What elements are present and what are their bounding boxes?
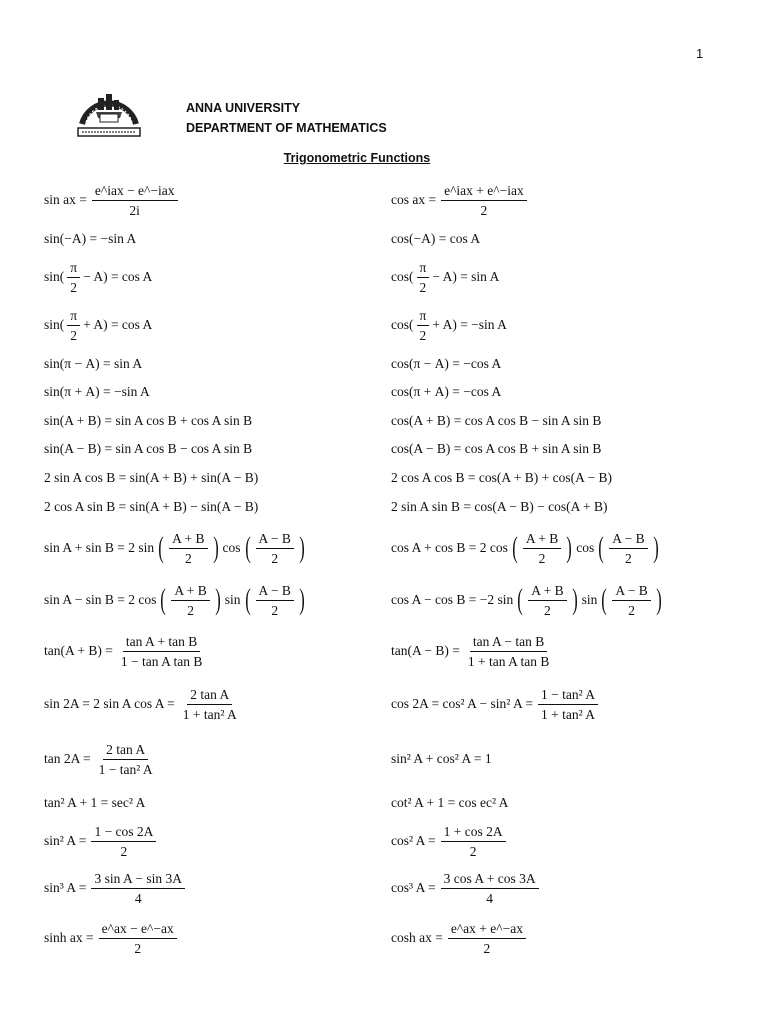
formula-cos-pi-minus: cos(π − A) = −cos A xyxy=(391,356,502,371)
formula-tan2A: tan 2A = $\frac{\text{2 tan A}}{\text{1 − tan² A}}$ xyxy=(44,741,153,777)
formula-tan-sec: tan² A + 1 = sec² A xyxy=(44,795,146,810)
formula-sinA-plus-sinB: sin A + sin B = 2 sin ( $\frac{A + B}{2}$ ) cos ( $\frac{A - B}{2}$ ) xyxy=(44,530,305,566)
formula-2coscos: 2 cos A cos B = cos(A + B) + cos(A − B) xyxy=(391,470,612,485)
formula-cosA-plus-cosB: cos A + cos B = 2 cos ( $\frac{A + B}{2}$ ) cos ( $\frac{A - B}{2}$ ) xyxy=(391,530,659,566)
formula-cos-pi2-plus: cos( $\frac{\pi}{2}$ + A) = −sin A xyxy=(391,307,507,343)
page-number: 1 xyxy=(696,46,704,61)
formula-tan-diff: tan(A − B) = $\frac{\text{tan A − tan B}}{\text{1 + tan A tan B}}$ xyxy=(391,633,550,669)
formula-sin-diff: sin(A − B) = sin A cos B − cos A sin B xyxy=(44,441,253,456)
formula-2cossin: 2 cos A sin B = sin(A + B) − sin(A − B) xyxy=(44,499,259,514)
formula-cos-diff: cos(A − B) = cos A cos B + sin A sin B xyxy=(391,441,602,456)
formula-sin-pi-plus: sin(π + A) = −sin A xyxy=(44,384,150,399)
formula-sin2A: sin 2A = 2 sin A cos A = $\frac{\text{2 tan A}}{\text{1 + tan² A}}$ xyxy=(44,686,237,722)
formula-sinA-minus-sinB: sin A − sin B = 2 cos ( $\frac{A + B}{2}$ ) sin ( $\frac{A - B}{2}$ ) xyxy=(44,582,305,618)
formula-sin-cube: sin³ A = $\frac{\text{3 sin A − sin 3A}}{4}$ xyxy=(44,868,188,908)
formula-cosA-minus-cosB: cos A − cos B = −2 sin ( $\frac{A + B}{2}$ ) sin ( $\frac{A - B}{2}$ ) xyxy=(391,582,662,618)
formula-pythag: sin² A + cos² A = 1 xyxy=(391,751,492,766)
document-title: Trigonometric Functions xyxy=(283,151,431,165)
formula-cos-cube: cos³ A = $\frac{\text{3 cos A + cos 3A}}{4}$ xyxy=(391,868,542,908)
formula-cos-neg: cos(−A) = cos A xyxy=(391,231,481,246)
formula-sin-pi2-plus: sin( $\frac{\pi}{2}$ + A) = cos A xyxy=(44,307,153,343)
formula-tan-sum: tan(A + B) = $\frac{\text{tan A + tan B}}{\text{1 − tan A tan B}}$ xyxy=(44,633,203,669)
formula-cos-pi-plus: cos(π + A) = −cos A xyxy=(391,384,502,399)
university-logo xyxy=(76,84,142,140)
formula-cos-sq: cos² A = $\frac{1 + \cos 2A}{2}$ xyxy=(391,821,509,861)
formula-sin-sq: sin² A = $\frac{1 - \cos 2A}{2}$ xyxy=(44,821,159,861)
formula-cot-cosec: cot² A + 1 = cos ec² A xyxy=(391,795,509,810)
formula-cos-sum: cos(A + B) = cos A cos B − sin A sin B xyxy=(391,413,602,428)
department-name: DEPARTMENT OF MATHEMATICS xyxy=(186,121,387,135)
formula-cos2A: cos 2A = cos² A − sin² A = $\frac{\text{1 − tan² A}}{\text{1 + tan² A}}$ xyxy=(391,684,601,724)
formula-cos-exp: cos ax = $\frac{\text{e\textasciicircum{}iax + e\textasciicircum{}−iax}}{2}$ xyxy=(391,180,530,220)
formula-sin-exp: sin ax = $\frac{\text{e\textasciicircum{}iax − e\textasciicircum{}−iax}}{2i}$ xyxy=(44,180,181,220)
university-name: ANNA UNIVERSITY xyxy=(186,101,301,115)
university-header xyxy=(186,98,387,138)
formula-cosh: cosh ax = $\frac{e\^{}ax + e\^{}-ax}{2}$ xyxy=(391,918,529,958)
formula-sin-sum: sin(A + B) = sin A cos B + cos A sin B xyxy=(44,413,253,428)
formula-sinh: sinh ax = $\frac{e\^{}ax - e\^{}-ax}{2}$ xyxy=(44,918,180,958)
formula-sin-pi2-minus: sin( $\frac{\pi}{2}$ − A) = cos A xyxy=(44,259,153,295)
formula-2sinsin: 2 sin A sin B = cos(A − B) − cos(A + B) xyxy=(391,499,608,514)
formula-sin-pi-minus: sin(π − A) = sin A xyxy=(44,356,143,371)
formula-2sincos: 2 sin A cos B = sin(A + B) + sin(A − B) xyxy=(44,470,259,485)
formula-cos-pi2-minus: cos( $\frac{\pi}{2}$ − A) = sin A xyxy=(391,259,500,295)
formula-sin-neg: sin(−A) = −sin A xyxy=(44,231,137,246)
